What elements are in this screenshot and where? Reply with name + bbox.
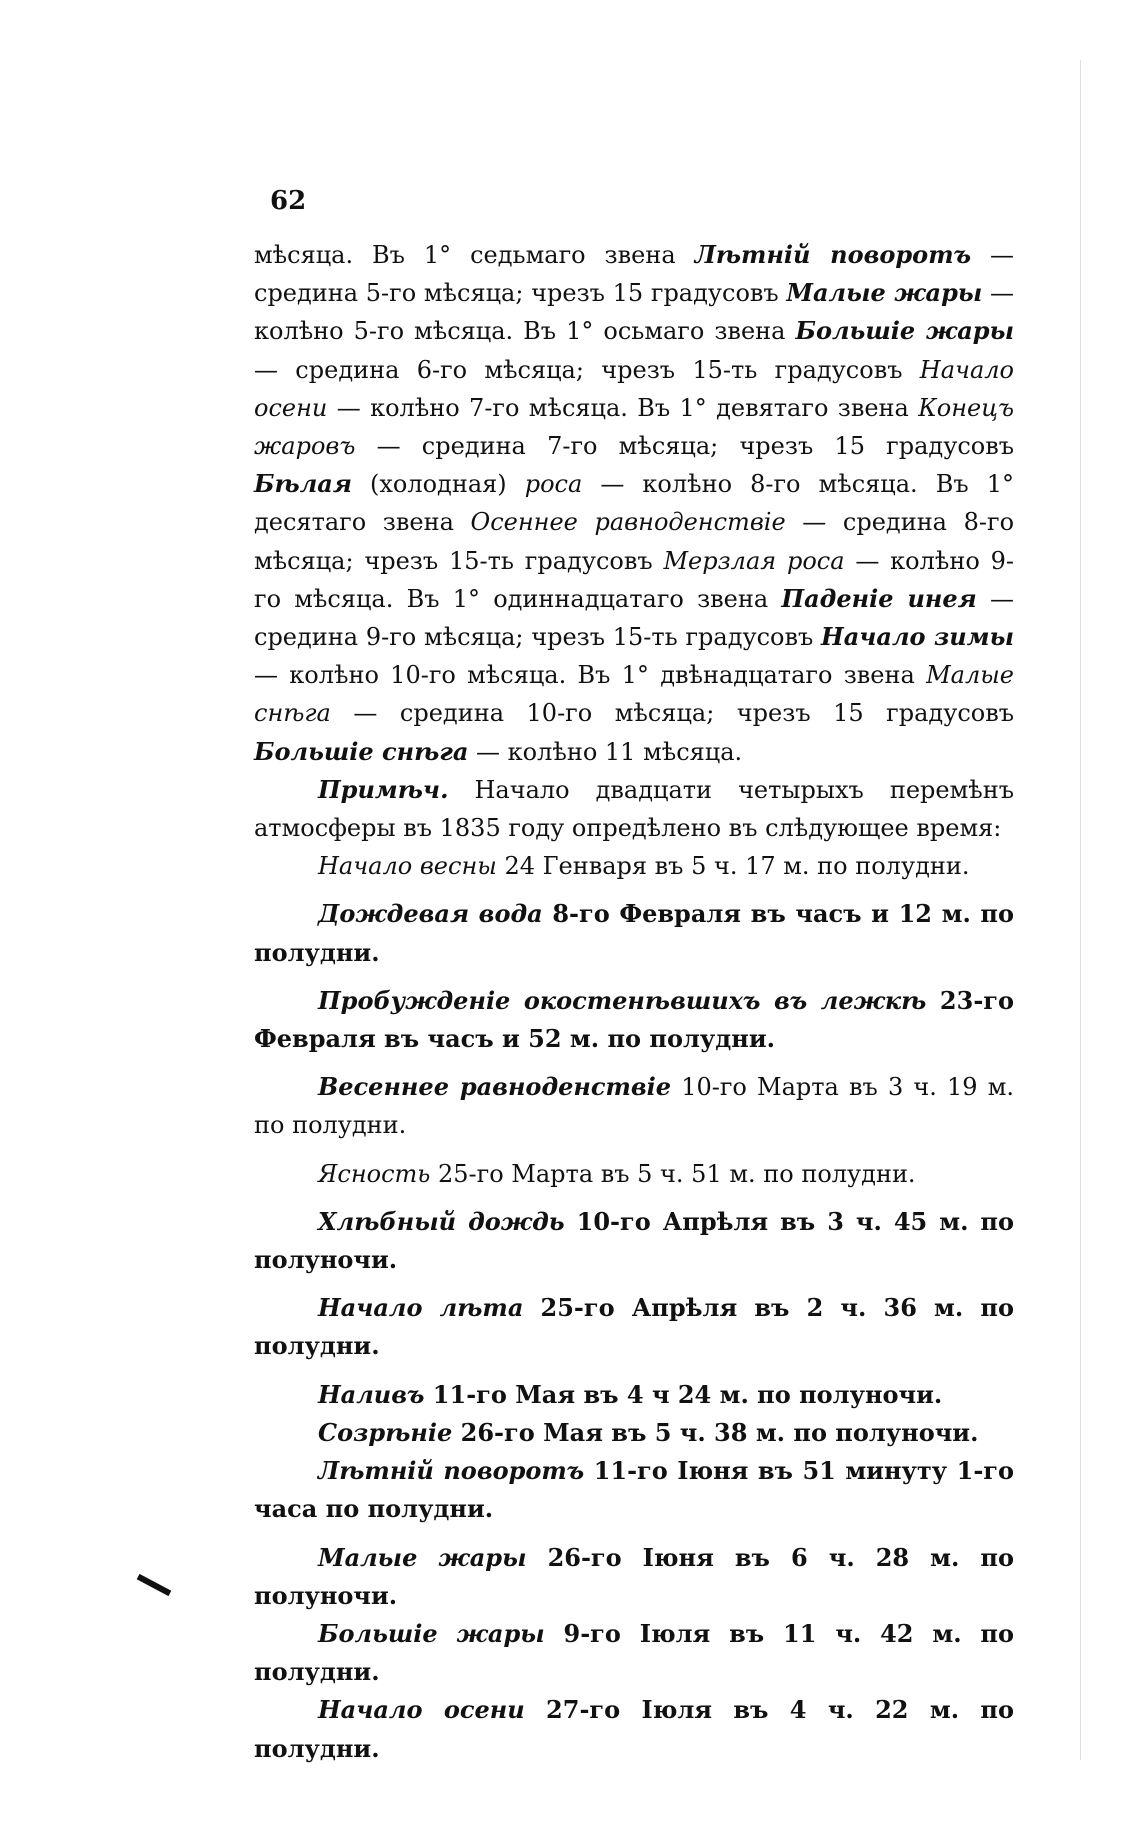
list-item bbox=[254, 1155, 1014, 1193]
list-item bbox=[254, 1289, 1014, 1365]
list-item bbox=[254, 982, 1014, 1058]
list-item bbox=[254, 847, 1014, 885]
entry-text: 10-го Марта въ 3 ч. 19 м. по полудни. bbox=[254, 1073, 1015, 1140]
entry-term: Малые жары bbox=[318, 1542, 527, 1572]
list-item bbox=[254, 1414, 1014, 1452]
term-italic: Мерзлая роса bbox=[663, 546, 845, 575]
note-text: Начало двадцати четырыхъ перемѣнъ атмосферы въ 1835 году опредѣлено въ слѣдующее время: bbox=[254, 775, 1014, 843]
text-run: мѣсяца. Въ 1° седьмаго звена bbox=[254, 241, 695, 269]
text-run: — колѣно 11 мѣсяца. bbox=[468, 737, 743, 766]
note-label: Примѣч. bbox=[318, 774, 449, 804]
entry-term: Начало лѣта bbox=[318, 1293, 524, 1323]
entry-text: 26-го Мая въ 5 ч. 38 м. по полуночи. bbox=[452, 1417, 979, 1447]
page-body bbox=[254, 236, 1014, 1768]
entry-term: Хлѣбный дождь bbox=[318, 1206, 565, 1236]
entry-term: Наливъ bbox=[318, 1379, 425, 1409]
term-italic: Конецъ жаровъ bbox=[254, 393, 1014, 461]
list-item bbox=[254, 895, 1014, 971]
term-italic: Осеннее равноденствіе bbox=[470, 508, 786, 537]
list-item bbox=[254, 1068, 1014, 1144]
entry-text: 8-го Февраля въ часъ и 12 м. по полудни. bbox=[254, 899, 1015, 967]
list-item bbox=[254, 1376, 1014, 1414]
entry-term: Лѣтній поворотъ bbox=[318, 1456, 585, 1486]
term-italic: Малые жары bbox=[786, 278, 983, 308]
list-item bbox=[254, 1691, 1014, 1767]
paragraph-main bbox=[254, 236, 1014, 771]
scan-mark bbox=[137, 1574, 172, 1596]
list-item bbox=[254, 1615, 1014, 1691]
entry-term: Пробужденіе окостенѣвшихъ въ лежкѣ bbox=[318, 985, 927, 1015]
term-italic: Паденіе инея bbox=[781, 583, 977, 613]
term-italic: Бѣлая bbox=[254, 469, 352, 499]
entry-text: 25-го Апрѣля въ 2 ч. 36 м. по полудни. bbox=[254, 1293, 1014, 1361]
page-number: 62 bbox=[270, 186, 307, 216]
entry-text: 11-го Мая въ 4 ч 24 м. по полуночи. bbox=[424, 1379, 943, 1409]
text-run: — колѣно 5-го мѣсяца. Въ 1° осьмаго звена bbox=[254, 279, 1014, 346]
list-item bbox=[254, 1452, 1014, 1528]
list-item bbox=[254, 1539, 1014, 1615]
term-italic: Лѣтній поворотъ bbox=[694, 240, 972, 269]
text-run: — средина 5-го мѣсяца; чрезъ 15 градусовъ bbox=[254, 241, 1014, 308]
term-italic: Малые снѣга bbox=[254, 661, 1014, 728]
text-run: — колѣно 7-го мѣсяца. Въ 1° девятаго звена bbox=[327, 393, 919, 422]
entry-text: 27-го Іюля въ 4 ч. 22 м. по полудни. bbox=[254, 1695, 1014, 1763]
list-item bbox=[254, 1203, 1014, 1279]
entry-term: Ясность bbox=[318, 1159, 431, 1188]
term-italic: Начало осени bbox=[254, 355, 1014, 422]
text-run: — средина 8-го мѣсяца; чрезъ 15-ть градусовъ bbox=[254, 508, 1015, 575]
text-run: — средина 6-го мѣсяца; чрезъ 15-ть градусовъ bbox=[254, 355, 920, 384]
entry-text: 11-го Іюня въ 51 минуту 1-го часа по полудни. bbox=[254, 1456, 1014, 1524]
entry-term: Дождевая вода bbox=[318, 899, 543, 929]
entry-text: 10-го Апрѣля въ 3 ч. 45 м. по полуночи. bbox=[254, 1206, 1014, 1275]
entry-text: 9-го Іюля въ 11 ч. 42 м. по полудни. bbox=[254, 1618, 1015, 1687]
text-run: — средина 7-го мѣсяца; чрезъ 15 градусовъ bbox=[355, 432, 1014, 461]
text-run: — средина 10-го мѣсяца; чрезъ 15 градусовъ bbox=[330, 699, 1014, 728]
term-italic: Большіе жары bbox=[795, 316, 1014, 346]
entry-term: Начало весны bbox=[318, 852, 497, 881]
entry-text: 25-го Марта въ 5 ч. 51 м. по полудни. bbox=[430, 1159, 916, 1188]
text-run: — колѣно 10-го мѣсяца. Въ 1° двѣнадцатаго звена bbox=[254, 661, 927, 690]
entry-term: Созрѣніе bbox=[318, 1417, 453, 1447]
text-run: (холодная) bbox=[351, 470, 525, 499]
term-italic: Начало зимы bbox=[821, 622, 1014, 652]
entry-term: Большіе жары bbox=[318, 1618, 545, 1648]
note-paragraph bbox=[254, 771, 1014, 847]
entry-term: Начало осени bbox=[318, 1695, 525, 1725]
term-italic: роса bbox=[524, 470, 583, 499]
text-run: — колѣно 8-го мѣсяца. Въ 1° десятаго звена bbox=[254, 470, 1014, 537]
entry-term: Весеннее равноденствіе bbox=[318, 1072, 672, 1102]
term-italic: Большіе снѣга bbox=[254, 736, 469, 766]
text-run: — средина 9-го мѣсяца; чрезъ 15-ть градусовъ bbox=[254, 584, 1014, 652]
entry-text: 23-го Февраля въ часъ и 52 м. по полудни. bbox=[254, 985, 1014, 1054]
entry-text: 24 Генваря въ 5 ч. 17 м. по полудни. bbox=[496, 852, 970, 881]
entry-text: 26-го Іюня въ 6 ч. 28 м. по полуночи. bbox=[254, 1542, 1014, 1610]
page-edge-line bbox=[1080, 60, 1081, 1760]
text-run: — колѣно 9-го мѣсяца. Въ 1° одиннадцатаго звена bbox=[254, 546, 1014, 613]
